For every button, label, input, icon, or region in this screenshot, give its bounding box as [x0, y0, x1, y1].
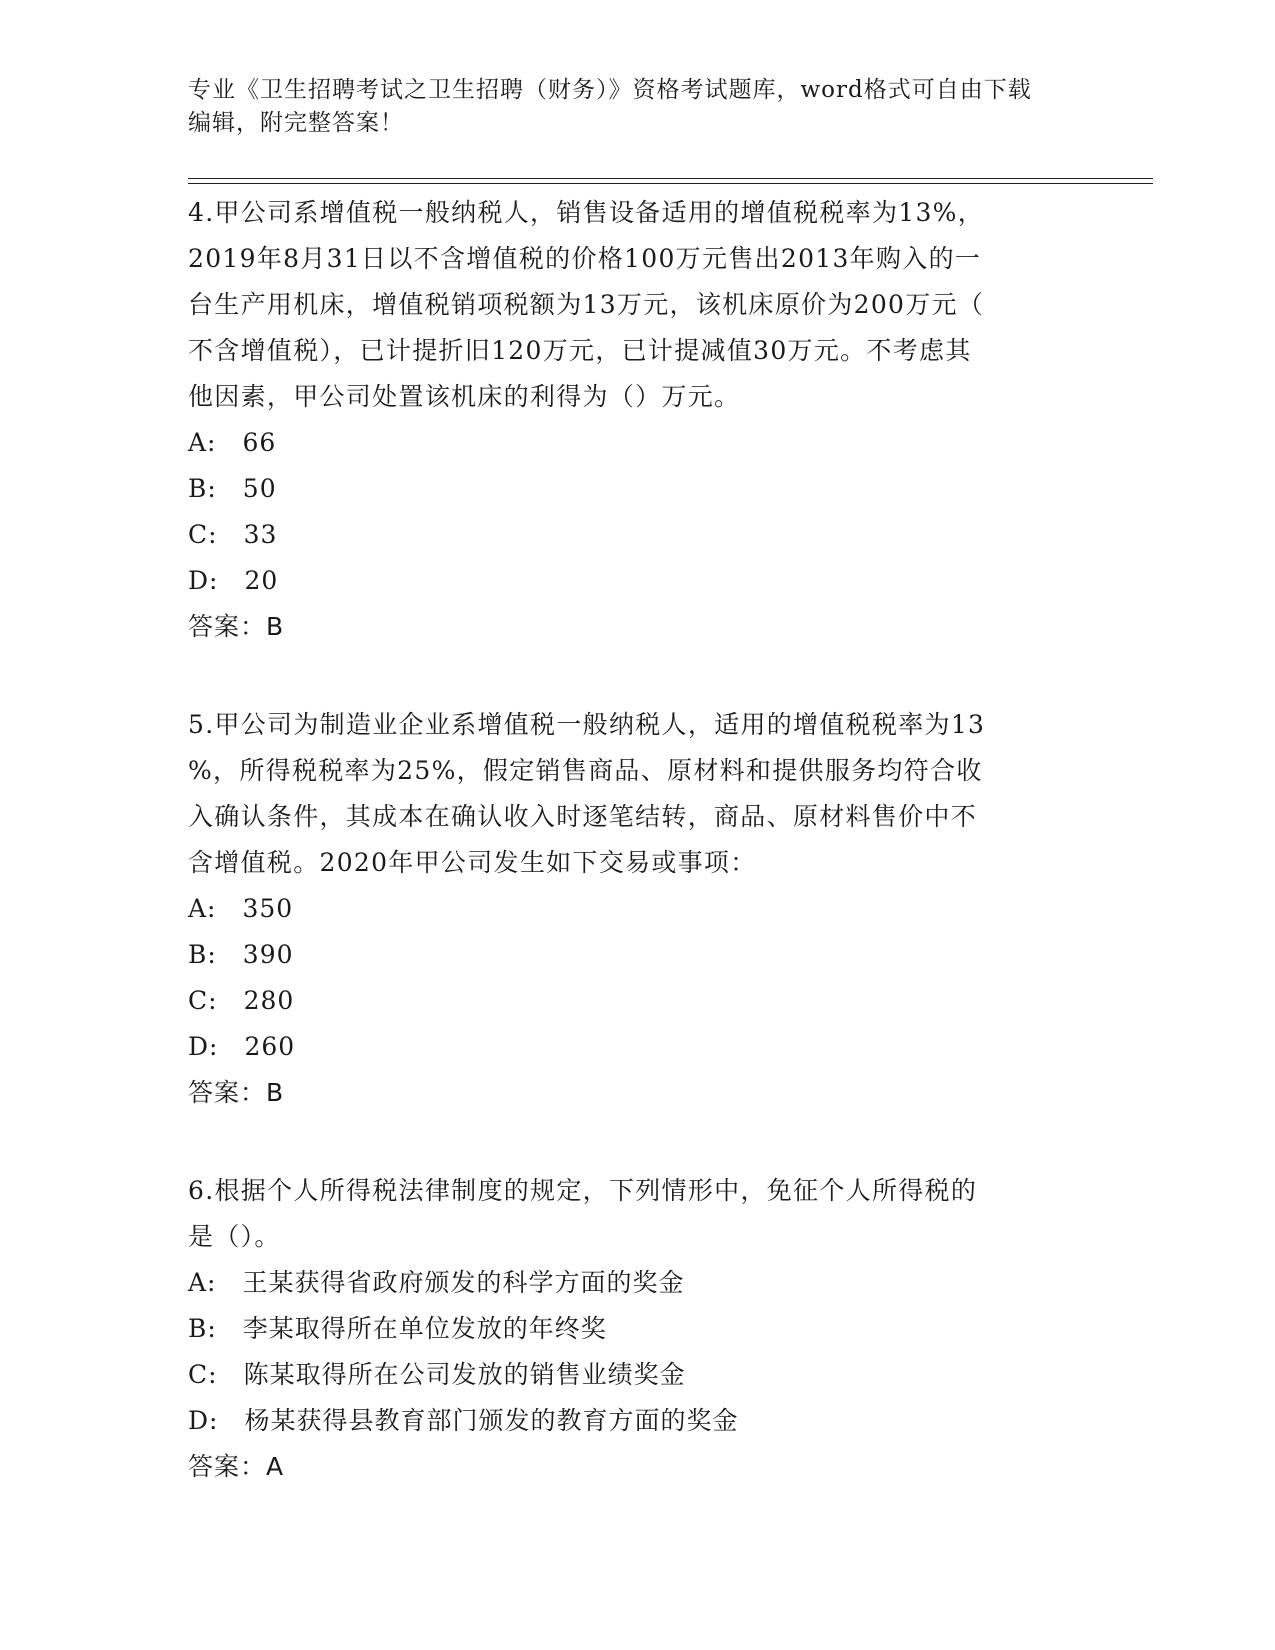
option-text: 王某获得省政府颁发的科学方面的奖金 [242, 1268, 685, 1297]
question-text-line: %，所得税税率为25%，假定销售商品、原材料和提供服务均符合收 [188, 756, 983, 785]
header-divider-top [188, 178, 1153, 179]
option-c [188, 1352, 1088, 1398]
option-letter: A: [188, 428, 217, 457]
header-line-1: 专业《卫生招聘考试之卫生招聘（财务）》资格考试题库，word格式可自由下载 [188, 77, 1032, 103]
option-letter: A: [188, 894, 217, 923]
option-text: 33 [243, 520, 278, 549]
option-a [188, 420, 1088, 466]
option-d [188, 1398, 1088, 1444]
option-letter: B: [188, 1314, 217, 1343]
header-line-2: 编辑，附完整答案！ [188, 110, 404, 136]
option-text: 280 [243, 986, 295, 1015]
option-a [188, 1260, 1088, 1306]
option-d [188, 558, 1088, 604]
option-text: 50 [242, 474, 277, 503]
option-text: 20 [244, 566, 279, 595]
option-text: 李某取得所在单位发放的年终奖 [242, 1314, 607, 1343]
option-b [188, 932, 1088, 978]
option-letter: B: [188, 940, 217, 969]
option-letter: D: [188, 1032, 219, 1061]
option-text: 66 [242, 428, 277, 457]
question-text-line: 入确认条件，其成本在确认收入时逐笔结转，商品、原材料售价中不 [188, 802, 978, 831]
question-6 [188, 1168, 1088, 1490]
question-text-line: 5.甲公司为制造业企业系增值税一般纳税人，适用的增值税税率为13 [188, 710, 986, 739]
option-a [188, 886, 1088, 932]
option-letter: C: [188, 1360, 218, 1389]
question-text-line: 含增值税。2020年甲公司发生如下交易或事项： [188, 848, 757, 877]
question-list [188, 190, 1088, 1542]
question-text-line: 6.根据个人所得税法律制度的规定，下列情形中，免征个人所得税的 [188, 1176, 978, 1205]
option-c [188, 512, 1088, 558]
option-letter: D: [188, 1406, 219, 1435]
header-divider-bottom [188, 183, 1153, 184]
option-c [188, 978, 1088, 1024]
option-text: 杨某获得县教育部门颁发的教育方面的奖金 [244, 1406, 739, 1435]
answer-line: 答案：B [188, 1078, 285, 1107]
question-4 [188, 190, 1088, 650]
option-letter: B: [188, 474, 217, 503]
option-text: 260 [244, 1032, 296, 1061]
option-letter: A: [188, 1268, 217, 1297]
option-letter: D: [188, 566, 219, 595]
option-text: 390 [242, 940, 294, 969]
option-d [188, 1024, 1088, 1070]
option-text: 350 [242, 894, 294, 923]
document-header [188, 74, 1088, 140]
question-text-line: 不含增值税），已计提折旧120万元，已计提减值30万元。不考虑其 [188, 336, 972, 365]
question-text-line: 他因素，甲公司处置该机床的利得为（）万元。 [188, 382, 741, 411]
question-5 [188, 702, 1088, 1116]
question-text-line: 4.甲公司系增值税一般纳税人，销售设备适用的增值税税率为13%， [188, 198, 985, 227]
answer-line: 答案：B [188, 612, 285, 641]
question-text-line: 2019年8月31日以不含增值税的价格100万元售出2013年购入的一 [188, 244, 982, 273]
option-text: 陈某取得所在公司发放的销售业绩奖金 [243, 1360, 686, 1389]
answer-line: 答案：A [188, 1452, 285, 1481]
option-letter: C: [188, 520, 218, 549]
question-text-line: 是（）。 [188, 1222, 281, 1251]
option-b [188, 1306, 1088, 1352]
option-b [188, 466, 1088, 512]
option-letter: C: [188, 986, 218, 1015]
question-text-line: 台生产用机床，增值税销项税额为13万元，该机床原价为200万元（ [188, 290, 985, 319]
